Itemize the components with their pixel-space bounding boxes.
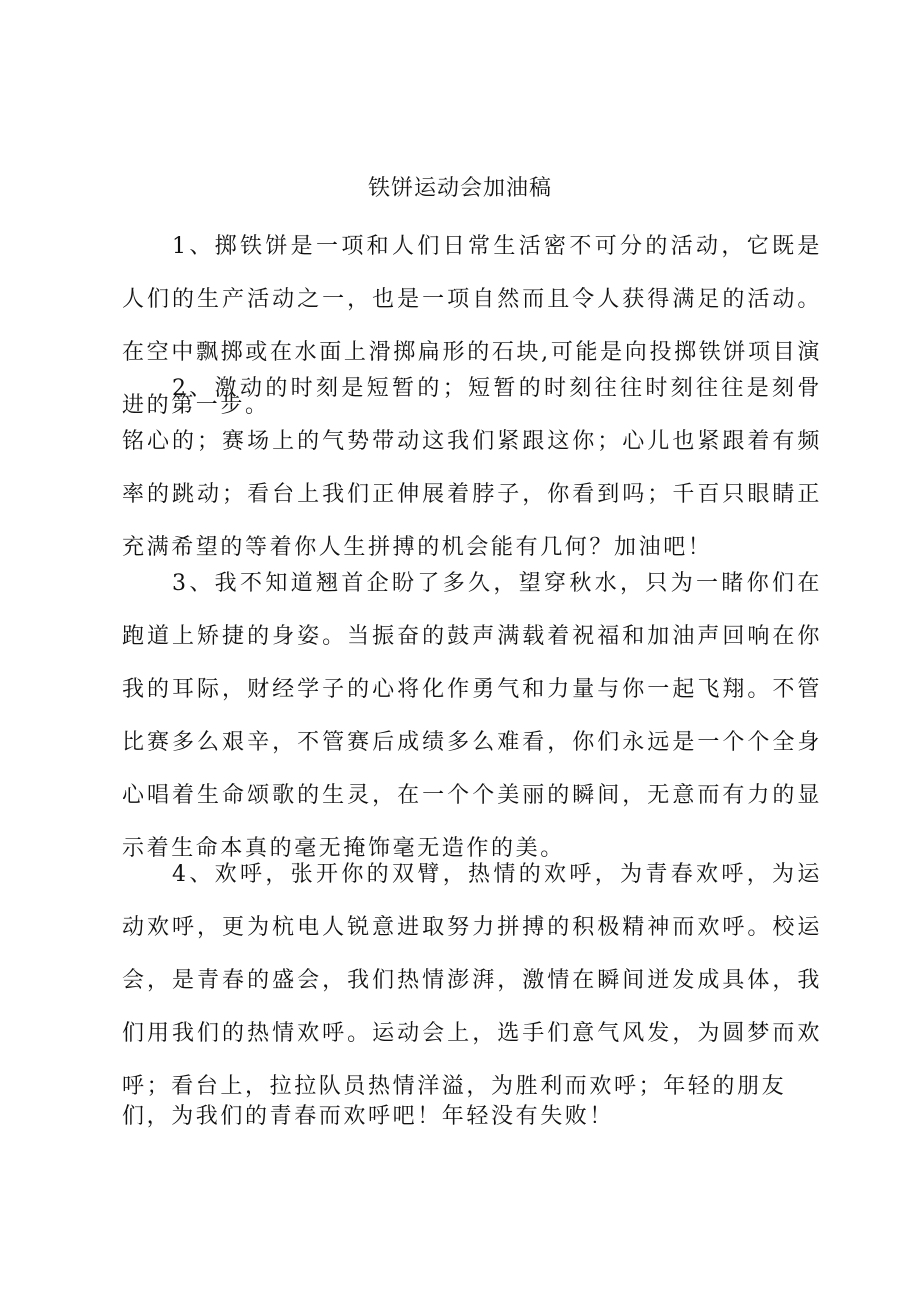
paragraph-4-continuation: 们，为我们的青春而欢呼吧！年轻没有失败！ [122, 1104, 615, 1129]
paragraph-4: 4、欢呼，张开你的双臂，热情的欢呼，为青春欢呼，为运动欢呼，更为杭电人锐意进取努力拼搏的积极精神而欢呼。校运会，是青春的盛会，我们热情澎湃，激情在瞬间迸发成具体，我们用我们的热情欢呼。运动会上，选手们意气风发，为圆梦而欢呼；看台上，拉拉队员热情洋溢，为胜利而欢呼；年轻的朋友 [122, 862, 822, 1099]
paragraph-1: 1、掷铁饼是一项和人们日常生活密不可分的活动，它既是人们的生产活动之一，也是一项自然而且令人获得满足的活动。在空中飘掷或在水面上滑掷扁形的石块,可能是向投掷铁饼项目演进的第一步。 [122, 234, 822, 418]
paragraph-2: 2、激动的时刻是短暂的；短暂的时刻往往时刻往往是刻骨铭心的；赛场上的气势带动这我们紧跟这你；心儿也紧跟着有频率的跳动；看台上我们正伸展着脖子，你看到吗；千百只眼睛正充满希望的等着你人生拼搏的机会能有几何？加油吧！ [122, 376, 822, 560]
document-title: 铁饼运动会加油稿 [367, 176, 552, 201]
paragraph-3: 3、我不知道翘首企盼了多久，望穿秋水，只为一睹你们在跑道上矫捷的身姿。当振奋的鼓声满载着祝福和加油声回响在你我的耳际，财经学子的心将化作勇气和力量与你一起飞翔。不管比赛多么艰辛，不管赛后成绩多么难看，你们永远是一个个全身心唱着生命颂歌的生灵，在一个个美丽的瞬间，无意而有力的显示着生命本真的毫无掩饰毫无造作的美。 [122, 571, 822, 861]
